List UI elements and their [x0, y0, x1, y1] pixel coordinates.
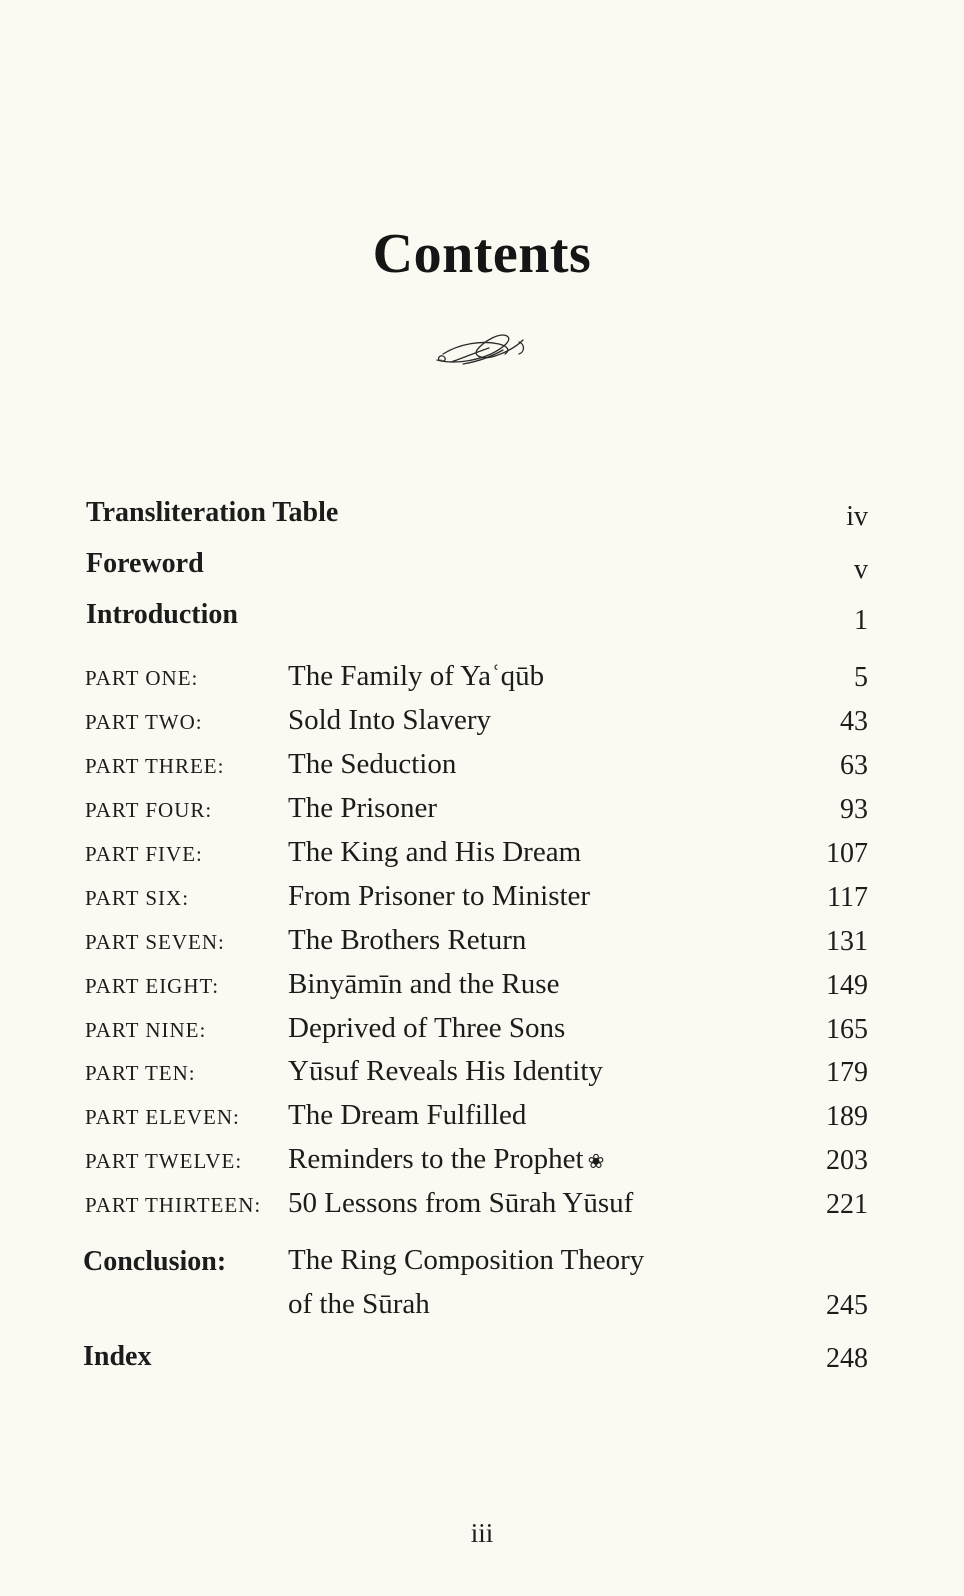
toc-row-part-eight[interactable]: [0, 968, 964, 1008]
part-title: Deprived of Three Sons: [288, 1012, 566, 1044]
part-label: PART FIVE:: [85, 842, 203, 866]
part-label: PART EIGHT:: [85, 974, 220, 998]
toc-page-number: 189: [826, 1101, 868, 1132]
toc-entry-label: Introduction: [86, 599, 238, 630]
toc-row-part-five[interactable]: [0, 836, 964, 876]
part-label: PART FOUR:: [85, 798, 213, 822]
toc-row-part-one[interactable]: [0, 660, 964, 700]
toc-row-part-seven[interactable]: [0, 924, 964, 964]
index-label: Index: [83, 1341, 152, 1372]
toc-row-part-two[interactable]: [0, 704, 964, 744]
toc-row-part-nine[interactable]: [0, 1012, 964, 1052]
flourish-ornament-icon: [433, 330, 529, 368]
page-title: Contents: [372, 223, 592, 285]
part-title: The Family of Yaʿqūb: [288, 660, 545, 692]
toc-row-introduction[interactable]: [0, 597, 964, 637]
part-title: [288, 1143, 604, 1176]
conclusion-title-line2: of the Sūrah: [288, 1288, 430, 1320]
part-label: PART TWELVE:: [85, 1149, 243, 1173]
part-title: 50 Lessons from Sūrah Yūsuf: [288, 1187, 634, 1219]
toc-page-number: 248: [826, 1343, 868, 1374]
part-title: Binyāmīn and the Ruse: [288, 968, 560, 1000]
part-label: PART ONE:: [85, 666, 199, 690]
toc-page-number: 203: [826, 1145, 868, 1176]
toc-page-number: 245: [826, 1290, 868, 1321]
toc-page-number: 117: [827, 882, 868, 913]
toc-row-transliteration-table[interactable]: [0, 495, 964, 535]
toc-page-number: 149: [826, 970, 868, 1001]
toc-page-number: 43: [840, 706, 868, 737]
part-title: The Brothers Return: [288, 924, 527, 956]
part-label: PART TWO:: [85, 710, 203, 734]
toc-entry-label: Foreword: [86, 548, 204, 579]
part-label: PART ELEVEN:: [85, 1105, 240, 1129]
toc-page-number: 179: [826, 1057, 868, 1088]
part-label: PART TEN:: [85, 1061, 196, 1085]
part-label: PART SIX:: [85, 886, 190, 910]
toc-entry-label: Transliteration Table: [86, 497, 339, 528]
toc-page-number: 1: [854, 605, 868, 636]
toc-page-number: 131: [826, 926, 868, 957]
toc-page-number: 93: [840, 794, 868, 825]
salutation-glyph-icon: ❀: [587, 1150, 605, 1173]
toc-row-part-four[interactable]: [0, 792, 964, 832]
toc-row-part-six[interactable]: [0, 880, 964, 920]
part-title: Sold Into Slavery: [288, 704, 491, 736]
part-label: PART THREE:: [85, 754, 225, 778]
part-title: Yūsuf Reveals His Identity: [288, 1055, 603, 1087]
part-title: From Prisoner to Minister: [288, 880, 591, 912]
toc-page-number: 107: [826, 838, 868, 869]
toc-row-part-eleven[interactable]: [0, 1099, 964, 1139]
toc-row-part-thirteen[interactable]: [0, 1187, 964, 1227]
toc-row-part-ten[interactable]: [0, 1055, 964, 1095]
part-title: The King and His Dream: [288, 836, 582, 868]
toc-page-number: 5: [854, 662, 868, 693]
toc-page-number: iv: [846, 501, 868, 532]
toc-page-number: 221: [826, 1189, 868, 1220]
part-label: PART THIRTEEN:: [85, 1193, 262, 1217]
part-title: The Seduction: [288, 748, 457, 780]
part-title-text: Reminders to the Prophet: [288, 1143, 584, 1175]
toc-page-number: v: [854, 554, 868, 585]
toc-row-part-twelve[interactable]: [0, 1143, 964, 1183]
toc-page-number: 165: [826, 1014, 868, 1045]
conclusion-title-line1: The Ring Composition Theory: [288, 1244, 645, 1276]
toc-row-index[interactable]: [0, 1339, 964, 1379]
part-label: PART NINE:: [85, 1018, 207, 1042]
page-folio-number: iii: [470, 1518, 494, 1548]
toc-page-number: 63: [840, 750, 868, 781]
toc-row-foreword[interactable]: [0, 546, 964, 586]
part-title: The Dream Fulfilled: [288, 1099, 527, 1131]
conclusion-label: Conclusion:: [83, 1246, 227, 1277]
toc-row-part-three[interactable]: [0, 748, 964, 788]
part-title: The Prisoner: [288, 792, 437, 824]
toc-row-conclusion[interactable]: [0, 1244, 964, 1334]
part-label: PART SEVEN:: [85, 930, 225, 954]
